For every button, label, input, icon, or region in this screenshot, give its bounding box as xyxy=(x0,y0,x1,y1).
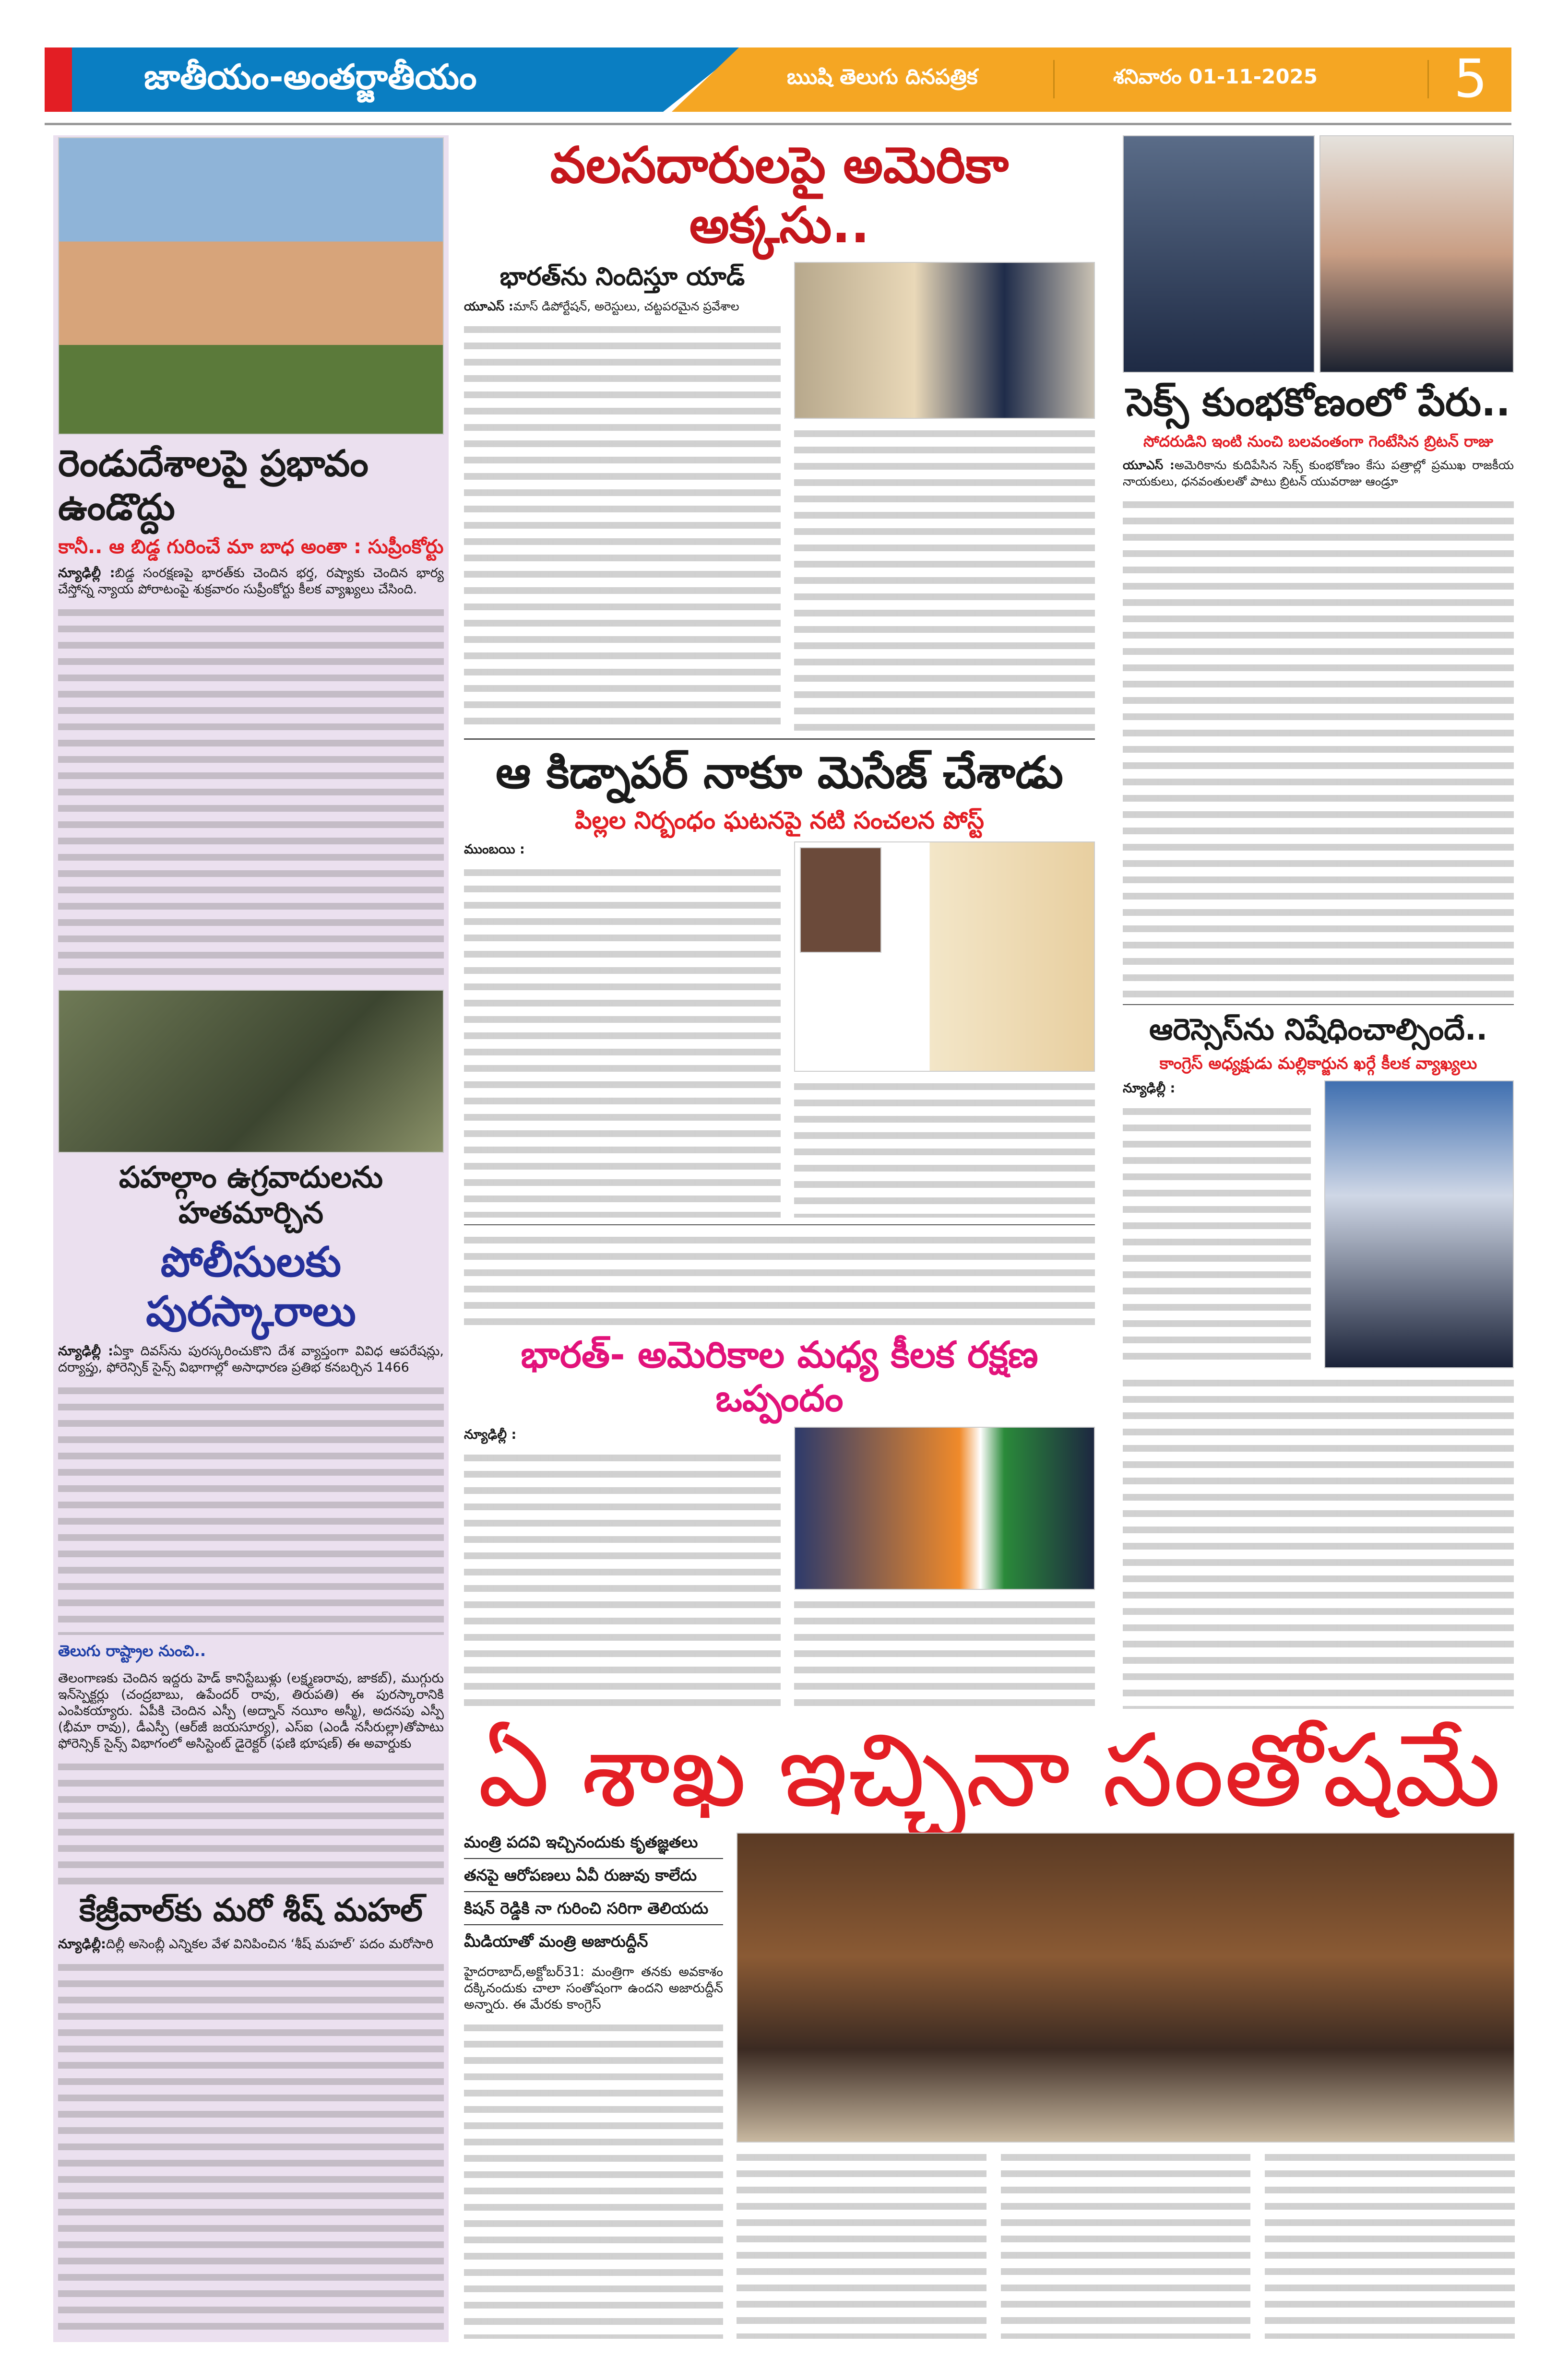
middle-column xyxy=(464,135,1095,1709)
divider xyxy=(1427,60,1429,98)
subhead: కిషన్ రెడ్డికి నా గురించి సరిగా తెలియదు xyxy=(464,1899,723,1925)
supreme-court-photo xyxy=(58,137,444,435)
soldiers-photo xyxy=(58,990,444,1153)
dateline: న్యూఢిల్లీ : xyxy=(464,1427,517,1443)
subhead: మీడియాతో మంత్రి అజారుద్దీన్ xyxy=(464,1932,648,1951)
article-text-block xyxy=(1123,497,1514,997)
actress-photo xyxy=(794,841,1095,1072)
headline-kejriwal: కేజ్రీవాల్‌కు మరో శీష్ మహల్ xyxy=(79,1892,423,1929)
article-text-block xyxy=(794,426,1095,732)
article-body: మంత్రిగా తనకు అవకాశం దక్కినందుకు చాలా సంతోషంగా ఉందని అజారుద్దీన్ అన్నారు. ఈ మేరకు కాంగ్రెస్ xyxy=(464,1965,723,2012)
headline-kidnapper: ఆ కిడ్నాపర్ నాకూ మెసేజ్ చేశాడు xyxy=(496,747,1063,799)
section-title: జాతీయం-అంతర్జాతీయం xyxy=(144,57,477,97)
subhead-actress-post: పిల్లల నిర్బంధం ఘటనపై నటి సంచలన పోస్ట్ xyxy=(575,806,984,835)
bottom-story xyxy=(464,1712,1515,2339)
article-body: దిల్లీ అసెంబ్లీ ఎన్నికల వేళ వినిపించిన ‘శీష్ మహల్’ పదం మరోసారి xyxy=(106,1936,434,1952)
right-column xyxy=(1123,135,1514,1709)
king-charles-photo xyxy=(1123,135,1315,373)
dateline: యూఎస్ : xyxy=(1123,458,1175,473)
divider xyxy=(1053,60,1055,98)
subhead-british-king: సోదరుడిని ఇంటి నుంచి బలవంతంగా గెంటేసిన బ్రిటన్ రాజు xyxy=(1143,432,1494,450)
dateline: న్యూఢిల్లీ: xyxy=(58,1936,106,1952)
subhead: మంత్రి పదవి ఇచ్చినందుకు కృతజ్ఞతలు xyxy=(464,1833,723,1859)
azharuddin-swearing-in-photo xyxy=(737,1833,1515,2143)
article-text-block xyxy=(464,1232,1095,1326)
headline-supreme-court: రెండుదేశాలపై ప్రభావం ఉండొద్దు xyxy=(58,442,368,529)
article-text-block xyxy=(464,864,781,1218)
article-text-block xyxy=(1265,2149,1515,2339)
article-body: ఏక్తా దివస్‌ను పురస్కరించుకొని దేశ వ్యాప్తంగా వివిధ ఆపరేషన్లు, దర్యాప్తు, ఫోరెన్సిక్ సైన్స్ విభాగాల్లో అసాధారణ ప్రతిభ కనబర్చిన 1466 xyxy=(58,1343,444,1375)
header-rule xyxy=(45,123,1511,125)
divider xyxy=(464,738,1095,740)
subhead-ad: భారత్‌ను నిందిస్తూ యాడ్ xyxy=(499,262,745,291)
divider xyxy=(464,1224,1095,1225)
article-text-block xyxy=(58,1383,444,1635)
article-text-block xyxy=(464,321,781,732)
headline-pahalgam-line2: పోలీసులకు పురస్కారాలు xyxy=(146,1238,356,1336)
dateline: హైదరాబాద్,అక్టోబర్31: xyxy=(464,1965,584,1979)
article-text-block xyxy=(794,1078,1095,1218)
headline-rss-ban: ఆరెస్సెస్‌ను నిషేధించాల్సిందే.. xyxy=(1149,1012,1488,1047)
dateline: న్యూఢిల్లీ : xyxy=(58,1343,113,1359)
subheader-telugu-states: తెలుగు రాష్ట్రాల నుంచి.. xyxy=(58,1641,206,1660)
subhead: తనపై ఆరోపణలు ఏవీ రుజువు కాలేదు xyxy=(464,1866,723,1892)
headline-defence-deal: భారత్- అమెరికాల మధ్య కీలక రక్షణ ఒప్పందం xyxy=(521,1333,1038,1420)
article-text-block xyxy=(58,1759,444,1885)
article-body: తెలంగాణకు చెందిన ఇద్దరు హెడ్ కానిస్టేబుళ్లు (లక్ష్మణరావు, జాకబ్), ముగ్గురు ఇన్‌స్పెక్టర్లు (చంద్రబాబు, ఉపేందర్ రావు, తిరుపతి) ఈ పురస్కారానికి ఎంపికయ్యారు. ఏపీకి చెందిన ఎస్పీ (అద్నాన్ నయీం అస్మీ), అదనపు ఎస్పీ (భీమా రావు), డీఎస్పీ (ఆర్‌జీ జయసూర్య), ఎస్ఐ (ఎండీ నసీరుల్లా)తోపాటు ఫోరెన్సిక్ సైన్స్ విభాగంలో అసిస్టెంట్ డైరెక్టర్ (ఫణి భూషణ్) ఈ అవార్డుకు xyxy=(58,1670,444,1751)
paper-name: ఋషి తెలుగు దినపత్రిక xyxy=(787,65,978,89)
headline-sex-scandal: సెక్స్ కుంభకోణంలో పేరు.. xyxy=(1126,380,1510,425)
subhead-kharge: కాంగ్రెస్ అధ్యక్షుడు మల్లికార్జున ఖర్గే కీలక వ్యాఖ్యలు xyxy=(1159,1054,1477,1074)
left-column xyxy=(53,135,449,2342)
article-text-block xyxy=(794,1597,1095,1709)
headline-us-immigrants: వలసదారులపై అమెరికా అక్కసు.. xyxy=(550,136,1009,254)
headline-azharuddin: ఏ శాఖ ఇచ్చినా సంతోషమే xyxy=(477,1712,1501,1829)
article-text-block xyxy=(1123,1375,1514,1709)
kidnapper-inset-photo xyxy=(800,847,881,953)
article-text-block xyxy=(737,2149,986,2339)
article-body: మాస్ డిపోర్టేషన్, అరెస్టులు, చట్టపరమైన ప్రవేశాల xyxy=(513,299,739,313)
prince-andrew-photo xyxy=(1319,135,1514,373)
dateline: న్యూఢిల్లీ : xyxy=(58,566,115,581)
article-text-block xyxy=(1123,1103,1311,1368)
article-text-block xyxy=(58,1959,444,2337)
dateline: న్యూఢిల్లీ : xyxy=(1123,1081,1176,1096)
kharge-photo xyxy=(1324,1080,1514,1368)
article-text-block xyxy=(1001,2149,1251,2339)
divider xyxy=(1123,1004,1514,1005)
modi-trump-photo xyxy=(794,262,1095,419)
dateline: యూఎస్ : xyxy=(464,299,513,313)
page-number: 5 xyxy=(1454,48,1487,109)
article-body: బిడ్డ సంరక్షణపై భారత్‌కు చెందిన భర్త, రష్యాకు చెందిన భార్య చేస్తోన్న న్యాయ పోరాటంపై శుక్రవారం సుప్రీంకోర్టు కీలక వ్యాఖ్యలు చేసింది. xyxy=(58,566,444,597)
article-text-block xyxy=(464,2020,723,2339)
article-text-block xyxy=(464,1450,781,1709)
article-body: అమెరికాను కుదిపేసిన సెక్స్ కుంభకోణం కేసు పత్రాల్లో ప్రముఖ రాజకీయ నాయకులు, ధనవంతులతో పాటు బ్రిటన్ యువరాజు ఆండ్రూ xyxy=(1123,458,1514,489)
defence-ministers-photo xyxy=(794,1427,1095,1590)
issue-date: శనివారం 01-11-2025 xyxy=(1113,65,1318,88)
subhead-supreme-court: కానీ.. ఆ బిడ్డ గురించే మా బాధ అంతా : సుప్రీంకోర్టు xyxy=(58,536,444,558)
dateline: ముంబయి : xyxy=(464,842,525,857)
headline-pahalgam-line1: పహల్గాం ఉగ్రవాదులను హతమార్చిన xyxy=(119,1159,383,1231)
article-text-block xyxy=(58,604,444,983)
